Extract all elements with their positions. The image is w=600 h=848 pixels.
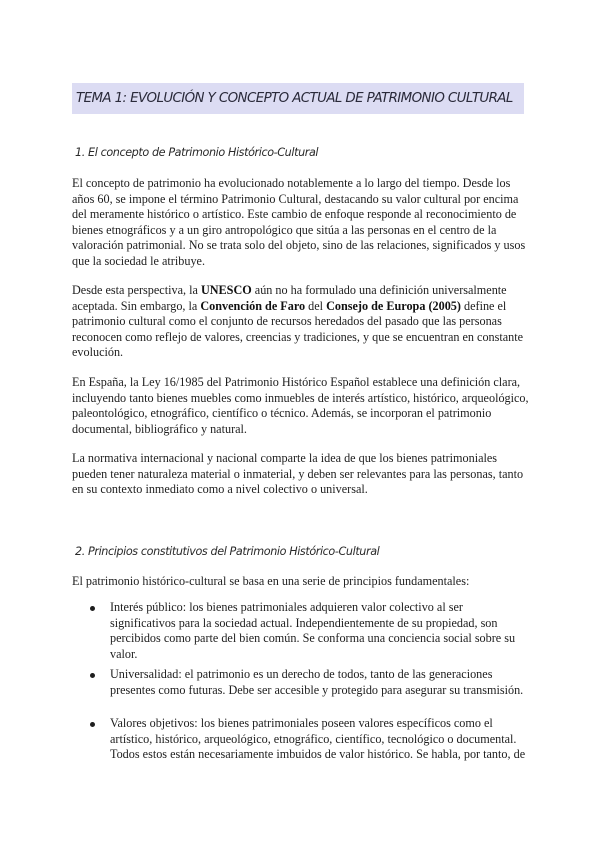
bullet-icon bbox=[72, 667, 110, 698]
list-item bbox=[72, 716, 534, 763]
unesco-bold: UNESCO bbox=[200, 283, 252, 297]
section-1-heading: 1. El concepto de Patrimonio Histórico-Cultural bbox=[75, 146, 319, 159]
section-2-heading: 2. Principios constitutivos del Patrimonio Histórico-Cultural bbox=[75, 545, 380, 558]
list-item bbox=[72, 600, 534, 662]
faro-convention-bold: Convención de Faro bbox=[200, 298, 306, 313]
section-1-paragraph-1: El concepto de patrimonio ha evolucionado notablemente a lo largo del tiempo. Desde los años 60, se impone el término Patrimonio Cultural, destacando su valor cultural por encima del meramente histórico o artístico. Este cambio de enfoque responde al reconocimiento de bienes etnográficos y a un giro antropológico que sitúa a las personas en el centro de la valoración patrimonial. No se trata solo del objeto, sino de las relaciones, significados y usos que la sociedad le atribuye. bbox=[72, 176, 526, 268]
document-title: TEMA 1: EVOLUCIÓN Y CONCEPTO ACTUAL DE PATRIMONIO CULTURAL bbox=[76, 91, 513, 106]
section-1-paragraph-3: En España, la Ley 16/1985 del Patrimonio Histórico Español establece una definición clara, incluyendo tanto bienes muebles como inmuebles de interés artístico, histórico, arqueológico, paleontológico, etnográfico, científico o técnico. Además, se incorporan el patrimonio documental, bibliográfico y natural. bbox=[72, 375, 529, 436]
section-2-intro: El patrimonio histórico-cultural se basa en una serie de principios fundamentales: bbox=[72, 574, 470, 588]
council-of-europe-bold: Consejo de Europa (2005) bbox=[326, 298, 461, 313]
bullet-icon bbox=[72, 716, 110, 763]
title-banner bbox=[72, 83, 524, 114]
list-item-text: Interés público: los bienes patrimoniales adquieren valor colectivo al ser significativos para la sociedad actual. Independientemente de su propiedad, son percibidos como parte del bien común. Se conforma una conciencia social sobre su valor. bbox=[110, 600, 516, 661]
section-1-paragraph-2: Desde esta perspectiva, la UNESCO aún no ha formulado una definición universalmente aceptada. Sin embargo, la Convención de Faro del Consejo de Europa (2005) define el patrimonio cultural como el conjunto de recursos heredados del pasado que las personas reconocen como reflejo de valores, creencias y tradiciones, y que se encuentran en constante evolución. bbox=[72, 283, 524, 360]
list-item-text: Universalidad: el patrimonio es un derecho de todos, tanto de las generaciones presentes como futuras. Debe ser accesible y protegido para asegurar su transmisión. bbox=[110, 667, 524, 697]
list-item bbox=[72, 667, 534, 698]
list-item-text: Valores objetivos: los bienes patrimoniales poseen valores específicos como el artístico, histórico, arqueológico, etnográfico, científico, tecnológico o documental. Todos estos están necesariamente imbuidos de valor histórico. Se habla, por tanto, de bbox=[110, 716, 526, 762]
section-1-paragraph-4: La normativa internacional y nacional comparte la idea de que los bienes patrimoniales pueden tener naturaleza material o inmaterial, y deben ser relevantes para las personas, tanto en su contexto inmediato como a nivel colectivo o universal. bbox=[72, 451, 524, 497]
bullet-icon bbox=[72, 600, 110, 662]
